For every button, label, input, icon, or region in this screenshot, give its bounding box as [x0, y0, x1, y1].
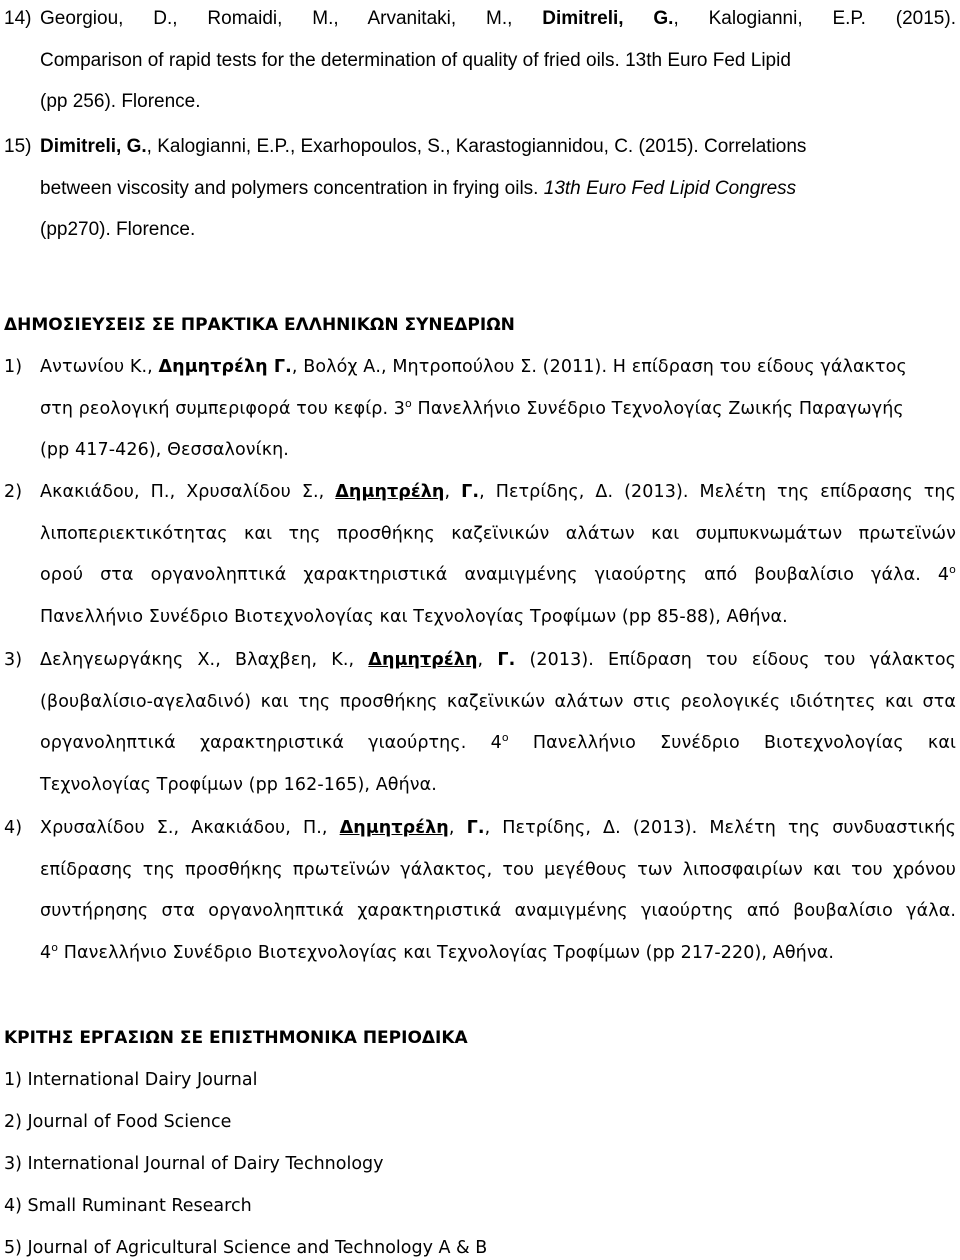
author-highlight: Δημητρέλη [339, 818, 449, 838]
author-highlight: Dimitreli, G. [40, 136, 147, 157]
reference-line [4, 126, 956, 168]
reference-line [4, 81, 956, 123]
journal-item: 2) Journal of Food Science [4, 1112, 232, 1132]
author-highlight: Γ. [466, 818, 485, 838]
reference-line [4, 808, 956, 850]
reference-text: , [448, 818, 467, 838]
reference-line [4, 933, 956, 975]
reference-line [4, 168, 956, 210]
reference-text: (pp 417-426), Θεσσαλονίκη. [40, 440, 289, 460]
reference-text: Πανελλήνιο Συνέδριο Βιοτεχνολογίας και Τεχνολογίας Τροφίμων (pp 217-220), Αθήνα. [58, 942, 834, 963]
reference-line [4, 347, 956, 389]
reference-text: (βουβαλίσιο-αγελαδινό) και της προσθήκης καζεϊνικών αλάτων στις ρεολογικές ιδιότητες και στα [40, 691, 956, 712]
reference-text: between viscosity and polymers concentration in frying oils. [40, 177, 544, 199]
author-highlight: Δημητρέλη [335, 482, 445, 502]
reference-line [4, 850, 956, 892]
reference-line [4, 555, 956, 597]
reference-text: Georgiou, D., Romaidi, M., Arvanitaki, M., [40, 8, 543, 29]
author-highlight: Γ. [461, 482, 480, 502]
reference-text: , Kalogianni, E.P., Exarhopoulos, S., Karastogiannidou, C. (2015). Correlations [146, 136, 807, 157]
greek-reference-entry-2 [4, 472, 956, 638]
journal-item: 4) Small Ruminant Research [4, 1196, 252, 1216]
reference-line [4, 597, 956, 639]
reference-text: στη ρεολογική συμπεριφορά του κεφίρ. 3 [40, 398, 406, 419]
author-highlight: Dimitreli, G. [542, 8, 674, 29]
greek-reference-entry-3 [4, 640, 956, 806]
reference-text: , Kalogianni, E.P. (2015). [673, 8, 956, 29]
journal-item: 1) International Dairy Journal [4, 1070, 258, 1090]
reference-line [4, 209, 956, 251]
reference-number: 14) [4, 8, 32, 29]
author-highlight: Δημητρέλη [368, 650, 478, 670]
reference-text: (pp 256). Florence. [40, 91, 201, 112]
reference-line [4, 682, 956, 724]
reference-text: , [444, 482, 462, 502]
reference-text: Ακακιάδου, Π., Χρυσαλίδου Σ., [40, 482, 336, 502]
reference-text: 13th Euro Fed Lipid Congress [543, 177, 797, 199]
reference-text: επίδρασης της προσθήκης πρωτεϊνών γάλακτος, του μεγέθους των λιποσφαιρίων και του χρόνου [40, 859, 956, 880]
reference-text: Δεληγεωργάκης Χ., Βλαχβεη, Κ., [40, 650, 369, 670]
reference-line [4, 723, 956, 765]
reference-entry-15 [4, 126, 956, 251]
reference-text: Comparison of rapid tests for the determination of quality of fried oils. 13th Euro Fed Lipid [40, 49, 791, 71]
greek-reference-entry-4 [4, 808, 956, 974]
reference-text: , [477, 650, 498, 670]
section-heading-journal-reviewer: ΚΡΙΤΗΣ ΕΡΓΑΣΙΩΝ ΣΕ ΕΠΙΣΤΗΜΟΝΙΚΑ ΠΕΡΙΟΔΙΚΑ [4, 1028, 468, 1048]
reference-text: Τεχνολογίας Τροφίμων (pp 162-165), Αθήνα. [40, 774, 437, 795]
journal-item: 5) Journal of Agricultural Science and Technology A & B [4, 1238, 488, 1258]
reference-number: 2) [4, 482, 23, 502]
greek-reference-entry-1 [4, 347, 956, 472]
reference-line [4, 0, 956, 40]
reference-text: Αντωνίου Κ., [40, 357, 159, 377]
ordinal-superscript: ο [949, 563, 956, 577]
reference-text: , Πετρίδης, Δ. (2013). Μελέτη της επίδρασης της [479, 482, 956, 502]
reference-number: 3) [4, 650, 23, 670]
reference-number: 1) [4, 357, 23, 377]
ordinal-superscript: ο [51, 940, 59, 954]
reference-text: , Πετρίδης, Δ. (2013). Μελέτη της συνδυαστικής [484, 818, 956, 838]
reference-text: Πανελλήνιο Συνέδριο Τεχνολογίας Ζωικής Παραγωγής [411, 398, 904, 419]
reference-text: λιποπεριεκτικότητας και της προσθήκης καζεϊνικών αλάτων και συμπυκνωμάτων πρωτεϊνών [40, 523, 956, 544]
reference-text: Πανελλήνιο Συνέδριο Βιοτεχνολογίας και Τεχνολογίας Τροφίμων (pp 85-88), Αθήνα. [40, 606, 788, 627]
reference-text: (2013). Επίδραση του είδους του γάλακτος [515, 650, 956, 670]
reference-text: (pp270). Florence. [40, 219, 196, 240]
journal-item: 3) International Journal of Dairy Technology [4, 1154, 384, 1174]
ordinal-superscript: ο [501, 731, 509, 745]
reference-line [4, 472, 956, 514]
reference-line [4, 389, 956, 431]
reference-line [4, 765, 956, 807]
reference-line [4, 514, 956, 556]
reference-text: Χρυσαλίδου Σ., Ακακιάδου, Π., [40, 818, 340, 838]
reference-line [4, 891, 956, 933]
reference-text: Πανελλήνιο Συνέδριο Βιοτεχνολογίας και [508, 733, 956, 753]
reference-number: 15) [4, 136, 32, 157]
reference-entry-14 [4, 0, 956, 123]
author-highlight: Γ. [497, 650, 516, 670]
author-highlight: Δημητρέλη Γ. [158, 357, 292, 377]
reference-text: ορού στα οργανοληπτικά χαρακτηριστικά αναμιγμένης γιαούρτης από βουβαλίσιο γάλα. 4 [40, 565, 950, 585]
section-heading-greek-proceedings: ΔΗΜΟΣΙΕΥΣΕΙΣ ΣΕ ΠΡΑΚΤΙΚΑ ΕΛΛΗΝΙΚΩΝ ΣΥΝΕΔΡΙΩΝ [4, 315, 515, 335]
reference-line [4, 40, 956, 82]
ordinal-superscript: ο [405, 396, 412, 410]
reference-line [4, 640, 956, 682]
reference-text: 4 [40, 942, 52, 963]
reference-number: 4) [4, 818, 23, 838]
reference-text: , Βολόχ Α., Μητροπούλου Σ. (2011). Η επίδραση του είδους γάλακτος [291, 357, 907, 377]
reference-text: συντήρησης στα οργανοληπτικά χαρακτηριστικά αναμιγμένης γιαούρτης από βουβαλίσιο γάλα. [40, 901, 956, 921]
reference-line [4, 430, 956, 472]
reference-text: οργανοληπτικά χαρακτηριστικά γιαούρτης. 4 [40, 733, 502, 753]
